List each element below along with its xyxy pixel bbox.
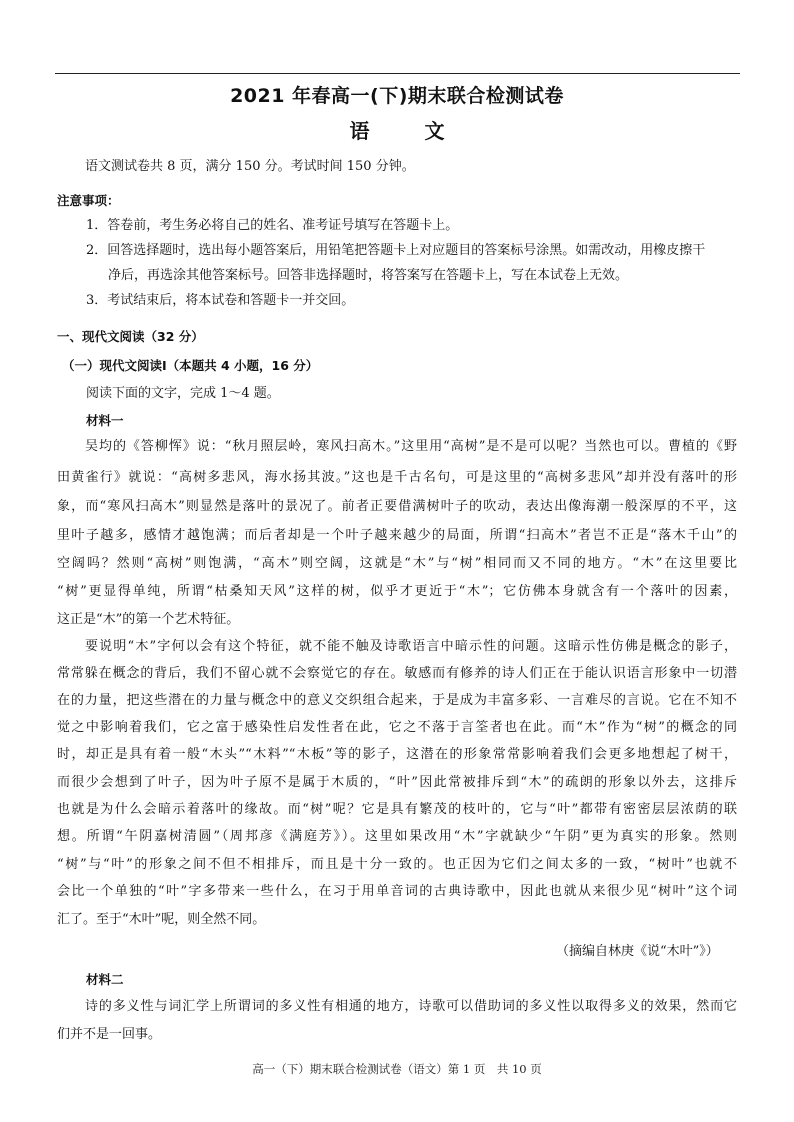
material-one-line: “树”更显得单纯，所谓“枯桑知天风”这样的树，似乎才更近于“木”；它仿佛本身就含有一个落叶的因素， (57, 584, 737, 599)
subject-title: 语 文 (349, 119, 469, 143)
material-one-line: 想。所谓“午阴嘉树清圆”（周邦彦《满庭芳》）。这里如果改用“木”字就缺少“午阴”更为真实的形象。然则 (57, 829, 737, 844)
reading-instruction: 阅读下面的文字，完成 1～4 题。 (86, 386, 280, 401)
material-two-label: 材料二 (86, 972, 124, 987)
material-two-line: 诗的多义性与词汇学上所谓词的多义性有相通的地方，诗歌可以借助词的多义性以取得多义的效果，然而它 (85, 999, 737, 1014)
notice-heading: 注意事项： (57, 193, 120, 208)
material-one-line: 觉之中影响着我们，它之富于感染性启发性者在此，它之不落于言筌者也在此。而“木”作为“树”的概念的同 (57, 720, 737, 735)
material-one-line: 象，而“寒风扫高木”则显然是落叶的景况了。前者正要借满树叶子的吹动，表达出像海潮一般深厚的不平，这 (57, 499, 737, 514)
material-one-label: 材料一 (86, 413, 124, 428)
material-one-line: 时，却正是具有着一般“木头”“木料”“木板”等的影子，这潜在的形象常常影响着我们会更多地想起了树干， (57, 747, 737, 762)
material-one-line: 汇了。至于“木叶”呢，则全然不同。 (57, 912, 266, 927)
notice-item-3: 3．考试结束后，将本试卷和答题卡一并交回。 (86, 293, 355, 308)
material-one-line: 在的力量，把这些潜在的力量与概念中的意义交织组合起来，于是成为丰富多彩、一言难尽的言说。它在不知不 (57, 693, 737, 708)
notice-item-2: 2．回答选择题时，选出每小题答案后，用铅笔把答题卡上对应题目的答案标号涂黑。如需改动，用橡皮擦干 (86, 243, 706, 258)
material-one-line: 这正是“木”的第一个艺术特征。 (57, 612, 240, 627)
exam-title: 2021 年春高一(下)期末联合检测试卷 (230, 85, 564, 107)
top-rule (55, 73, 740, 74)
material-one-line: 也就是为什么会暗示着落叶的缘故。而“树”呢？它是具有繁茂的枝叶的，它与“叶”都带有密密层层浓荫的联 (57, 802, 737, 817)
exam-intro: 语文测试卷共 8 页，满分 150 分。考试时间 150 分钟。 (85, 159, 415, 174)
material-two-line: 们并不是一回事。 (57, 1027, 162, 1042)
source-citation: （摘编自林庚《说“木叶”》） (556, 944, 719, 959)
material-one-line: 田黄雀行》就说：“高树多悲风，海水扬其波。”这也是千古名句，可是这里的“高树多悲风”却并没有落叶的形 (57, 470, 737, 485)
material-one-line: 常常躲在概念的背后，我们不留心就不会察觉它的存在。敏感而有修养的诗人们正在于能认识语言形象中一切潜 (57, 666, 737, 681)
material-one-line: 里叶子越多，感情才越饱满；而后者却是一个叶子越来越少的局面，所谓“扫高木”者岂不正是“落木千山”的 (57, 528, 737, 543)
sub-section-heading: （一）现代文阅读Ⅰ（本题共 4 小题，16 分） (62, 358, 319, 373)
material-one-line: “树”与“叶”的形象之间不但不相排斥，而且是十分一致的。也正因为它们之间太多的一致，“树叶”也就不 (57, 857, 737, 872)
material-one-line: 要说明“木”字何以会有这个特征，就不能不触及诗歌语言中暗示性的问题。这暗示性仿佛是概念的影子， (85, 639, 737, 654)
material-one-line: 会比一个单独的“叶”字多带来一些什么，在习于用单音词的古典诗歌中，因此也就从来很少见“树叶”这个词 (57, 884, 737, 899)
material-one-line: 而很少会想到了叶子，因为叶子原不是属于木质的，“叶”因此常被排斥到“木”的疏朗的形象以外去，这排斥 (57, 775, 737, 790)
material-one-line: 空阔吗？然则“高树”则饱满，“高木”则空阔，这就是“木”与“树”相同而又不同的地方。“木”在这里要比 (57, 556, 737, 571)
page-footer: 高一（下）期末联合检测试卷（语文）第 1 页 共 10 页 (252, 1062, 542, 1076)
notice-item-2-cont: 净后，再选涂其他答案标号。回答非选择题时，将答案写在答题卡上，写在本试卷上无效。 (108, 268, 629, 283)
notice-item-1: 1．答卷前，考生务必将自己的姓名、准考证号填写在答题卡上。 (86, 218, 459, 233)
material-one-line: 吴均的《答柳恽》说：“秋月照层岭，寒风扫高木。”这里用“高树”是不是可以呢？当然也可以。曹植的《野 (85, 439, 737, 454)
section-heading: 一、现代文阅读（32 分） (57, 329, 204, 344)
